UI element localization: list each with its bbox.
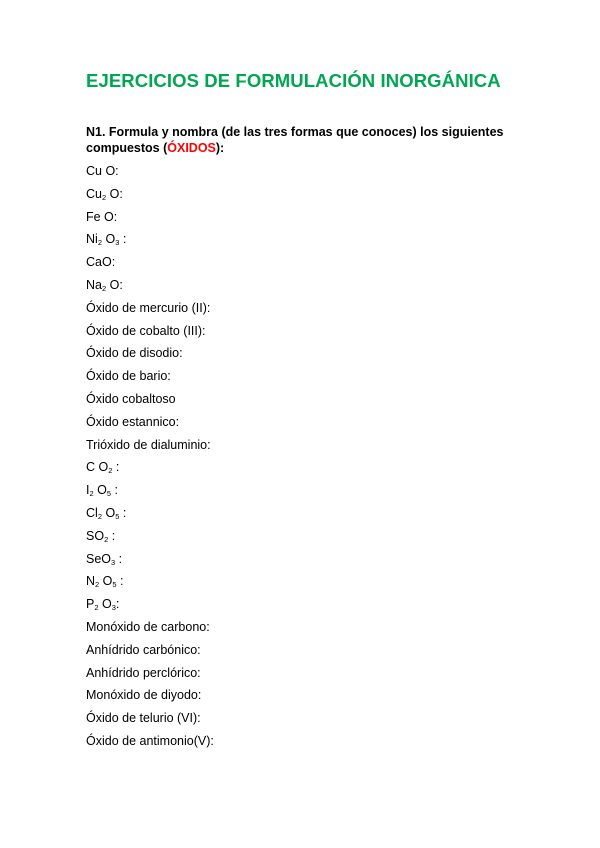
page-title: EJERCICIOS DE FORMULACIÓN INORGÁNICA: [86, 70, 501, 91]
formula-text: Monóxido de diyodo:: [86, 688, 202, 703]
formula-text: Cu O:: [86, 164, 119, 178]
formula-text: O:: [106, 186, 123, 201]
formula-text: Ni: [86, 232, 98, 247]
formula-text: Monóxido de carbono:: [86, 619, 210, 634]
formula-text: P: [86, 597, 95, 612]
exercise-item: [86, 639, 214, 662]
formula-text: O: [99, 574, 113, 589]
formula-text: :: [115, 597, 120, 612]
exercise-item: [86, 206, 214, 229]
instruction-suffix: ):: [215, 141, 225, 155]
exercise-item: [86, 434, 214, 457]
formula-text: Na: [86, 277, 102, 292]
formula-subscript: 2: [101, 283, 107, 293]
formula-text: :: [119, 232, 127, 247]
formula-text: SeO: [86, 551, 112, 566]
exercise-list: [86, 160, 214, 753]
formula-text: Trióxido de dialuminio:: [86, 437, 211, 452]
formula-subscript: 2: [97, 511, 102, 521]
formula-text: :: [108, 528, 116, 543]
formula-text: I: [86, 483, 90, 498]
formula-subscript: 2: [101, 192, 107, 202]
formula-subscript: 3: [111, 557, 116, 567]
exercise-item: [86, 684, 214, 707]
formula-text: O: [98, 597, 112, 612]
formula-text: Óxido de mercurio (II):: [86, 300, 211, 315]
exercise-item: [86, 707, 214, 730]
exercise-item: [86, 525, 214, 548]
exercise-item: [86, 502, 214, 525]
exercise-item: [86, 616, 214, 639]
formula-subscript: 2: [104, 534, 109, 544]
exercise-item: [86, 570, 214, 593]
formula-text: Anhídrido carbónico:: [86, 642, 201, 657]
exercise-item: [86, 320, 214, 343]
exercise-item: [86, 456, 214, 479]
formula-text: :: [111, 483, 118, 498]
formula-text: O: [101, 505, 116, 520]
exercise-item: [86, 160, 214, 183]
exercise-item: [86, 388, 214, 411]
exercise-item: [86, 411, 214, 434]
exercise-item: [86, 251, 214, 274]
exercise-instruction: [86, 124, 526, 156]
exercise-item: [86, 479, 214, 502]
exercise-item: [86, 593, 214, 616]
formula-text: O:: [106, 277, 123, 292]
formula-subscript: 2: [95, 580, 100, 590]
formula-subscript: 2: [94, 603, 99, 613]
formula-text: O: [93, 483, 107, 498]
formula-subscript: 2: [97, 238, 102, 248]
formula-subscript: 5: [106, 489, 112, 499]
formula-text: N: [86, 574, 96, 589]
exercise-item: [86, 730, 214, 753]
formula-text: Óxido de antimonio(V):: [86, 733, 214, 748]
formula-text: Anhídrido perclórico:: [86, 665, 201, 680]
formula-subscript: 3: [111, 603, 116, 613]
exercise-item: [86, 548, 214, 571]
formula-text: CaO:: [86, 255, 116, 270]
formula-text: Óxido de bario:: [86, 369, 171, 384]
formula-subscript: 3: [115, 238, 120, 248]
formula-text: Óxido estannico:: [86, 414, 180, 429]
exercise-item: [86, 342, 214, 365]
formula-subscript: 5: [115, 511, 120, 521]
formula-text: Óxido de telurio (VI):: [86, 711, 201, 726]
exercise-item: [86, 274, 214, 297]
formula-text: :: [116, 574, 124, 589]
exercise-item: [86, 228, 214, 251]
formula-text: C O: [86, 460, 109, 475]
formula-text: :: [115, 551, 123, 566]
exercise-item: [86, 297, 214, 320]
formula-subscript: 2: [108, 466, 113, 476]
formula-text: Óxido cobaltoso: [86, 391, 176, 406]
formula-text: Cl: [86, 505, 98, 520]
exercise-item: [86, 365, 214, 388]
formula-text: Óxido de cobalto (III):: [86, 323, 206, 338]
formula-text: :: [119, 505, 127, 520]
formula-subscript: 2: [89, 489, 94, 499]
exercise-item: [86, 662, 214, 685]
formula-text: O: [101, 232, 116, 247]
formula-text: :: [112, 460, 120, 475]
instruction-highlight: ÓXIDOS: [167, 141, 216, 155]
formula-subscript: 5: [112, 580, 117, 590]
formula-text: Fe O:: [86, 209, 118, 224]
formula-text: SO: [86, 528, 105, 543]
instruction-text: N1. Formula y nombra (de las tres formas que conoces) los siguientes compuestos (: [86, 125, 504, 155]
formula-text: Cu: [86, 186, 102, 201]
formula-text: Óxido de disodio:: [86, 346, 183, 361]
exercise-item: [86, 183, 214, 206]
